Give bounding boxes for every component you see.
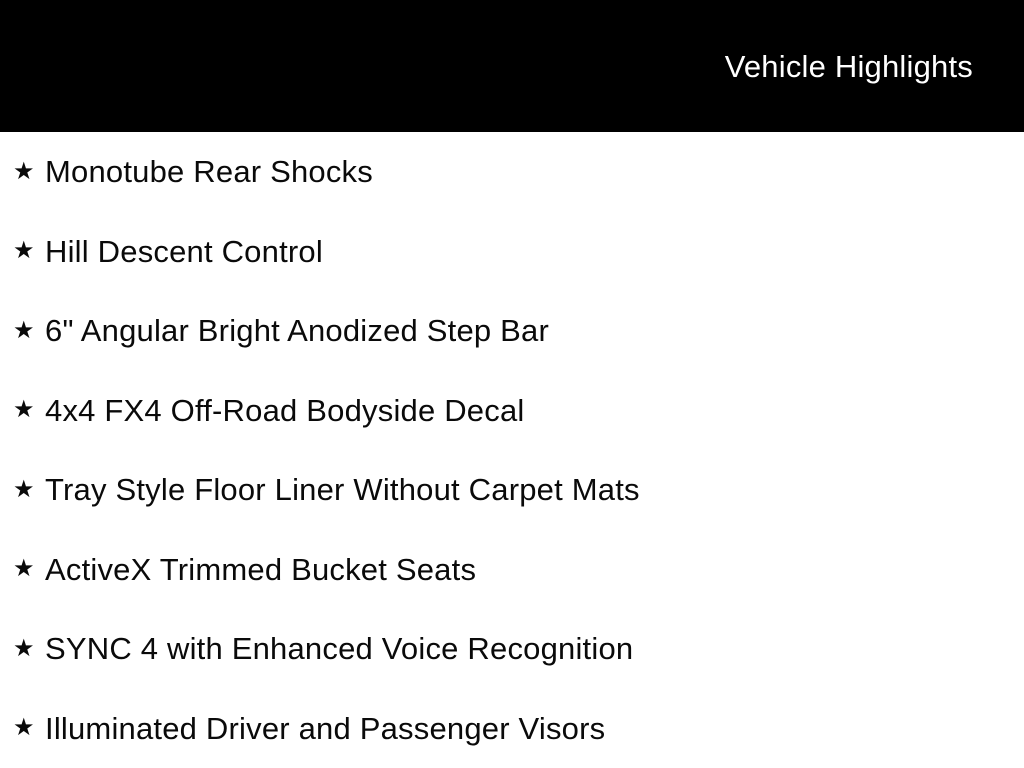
star-icon: ★: [13, 714, 35, 742]
list-item-label: ActiveX Trimmed Bucket Seats: [45, 551, 477, 587]
list-item: [0, 291, 1024, 371]
list-item-label: Monotube Rear Shocks: [45, 154, 373, 190]
list-item: [0, 371, 1024, 451]
list-item-label: Illuminated Driver and Passenger Visors: [45, 710, 606, 746]
star-icon: ★: [13, 634, 35, 662]
list-item: [0, 609, 1024, 689]
star-icon: ★: [13, 316, 35, 344]
star-icon: ★: [13, 396, 35, 424]
list-item: [0, 689, 1024, 768]
star-icon: ★: [13, 237, 35, 265]
star-icon: ★: [13, 555, 35, 583]
header-bar: [0, 0, 1024, 132]
list-item-label: 6" Angular Bright Anodized Step Bar: [45, 313, 549, 349]
highlights-list: [0, 132, 1024, 768]
list-item: [0, 212, 1024, 292]
list-item: [0, 132, 1024, 212]
list-item-label: Tray Style Floor Liner Without Carpet Mats: [45, 472, 640, 508]
star-icon: ★: [13, 475, 35, 503]
list-item: [0, 530, 1024, 610]
list-item: [0, 450, 1024, 530]
list-item-label: Hill Descent Control: [45, 233, 323, 269]
star-icon: ★: [13, 157, 35, 185]
list-item-label: 4x4 FX4 Off-Road Bodyside Decal: [45, 392, 525, 428]
list-item-label: SYNC 4 with Enhanced Voice Recognition: [45, 631, 634, 667]
page-title: Vehicle Highlights: [724, 48, 973, 84]
